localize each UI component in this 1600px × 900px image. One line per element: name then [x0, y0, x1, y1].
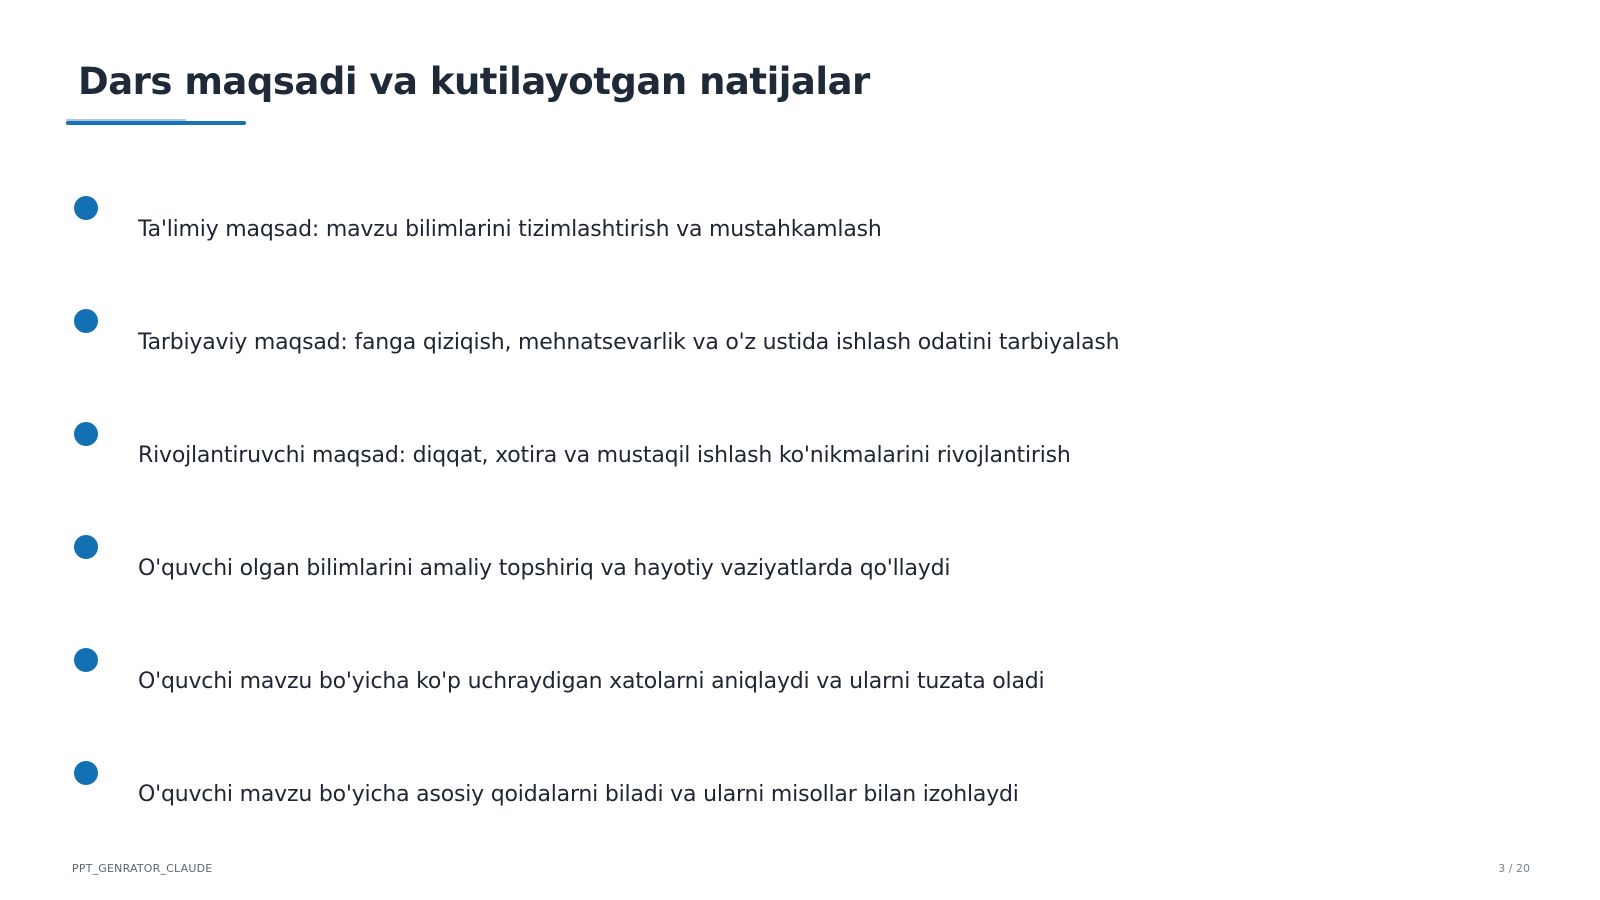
bullet-text: Ta'limiy maqsad: mavzu bilimlarini tizimlashtirish va mustahkamlash [138, 217, 882, 242]
bullet-dot-icon [74, 761, 98, 785]
bullet-text: O'quvchi mavzu bo'yicha asosiy qoidalarni biladi va ularni misollar bilan izohlaydi [138, 782, 1019, 807]
bullet-item [0, 648, 1500, 708]
bullet-text: O'quvchi mavzu bo'yicha ko'p uchraydigan xatolarni aniqlaydi va ularni tuzata oladi [138, 669, 1045, 694]
title-underline [66, 121, 246, 125]
bullet-dot-icon [74, 648, 98, 672]
bullet-dot-icon [74, 196, 98, 220]
slide-title: Dars maqsadi va kutilayotgan natijalar [78, 60, 870, 103]
bullet-dot-icon [74, 535, 98, 559]
bullet-item [0, 535, 1500, 595]
bullet-text: Tarbiyaviy maqsad: fanga qiziqish, mehnatsevarlik va o'z ustida ishlash odatini tarbiyalash [138, 330, 1120, 355]
bullet-item [0, 309, 1500, 369]
bullet-dot-icon [74, 422, 98, 446]
bullet-text: Rivojlantiruvchi maqsad: diqqat, xotira va mustaqil ishlash ko'nikmalarini rivojlantirish [138, 443, 1071, 468]
bullet-item [0, 761, 1500, 821]
bullet-dot-icon [74, 309, 98, 333]
bullet-item [0, 196, 1500, 256]
footer-source-label: PPT_GENRATOR_CLAUDE [72, 862, 213, 875]
bullet-text: O'quvchi olgan bilimlarini amaliy topshiriq va hayotiy vaziyatlarda qo'llaydi [138, 556, 951, 581]
bullet-item [0, 422, 1500, 482]
page-indicator: 3 / 20 [1498, 862, 1530, 875]
